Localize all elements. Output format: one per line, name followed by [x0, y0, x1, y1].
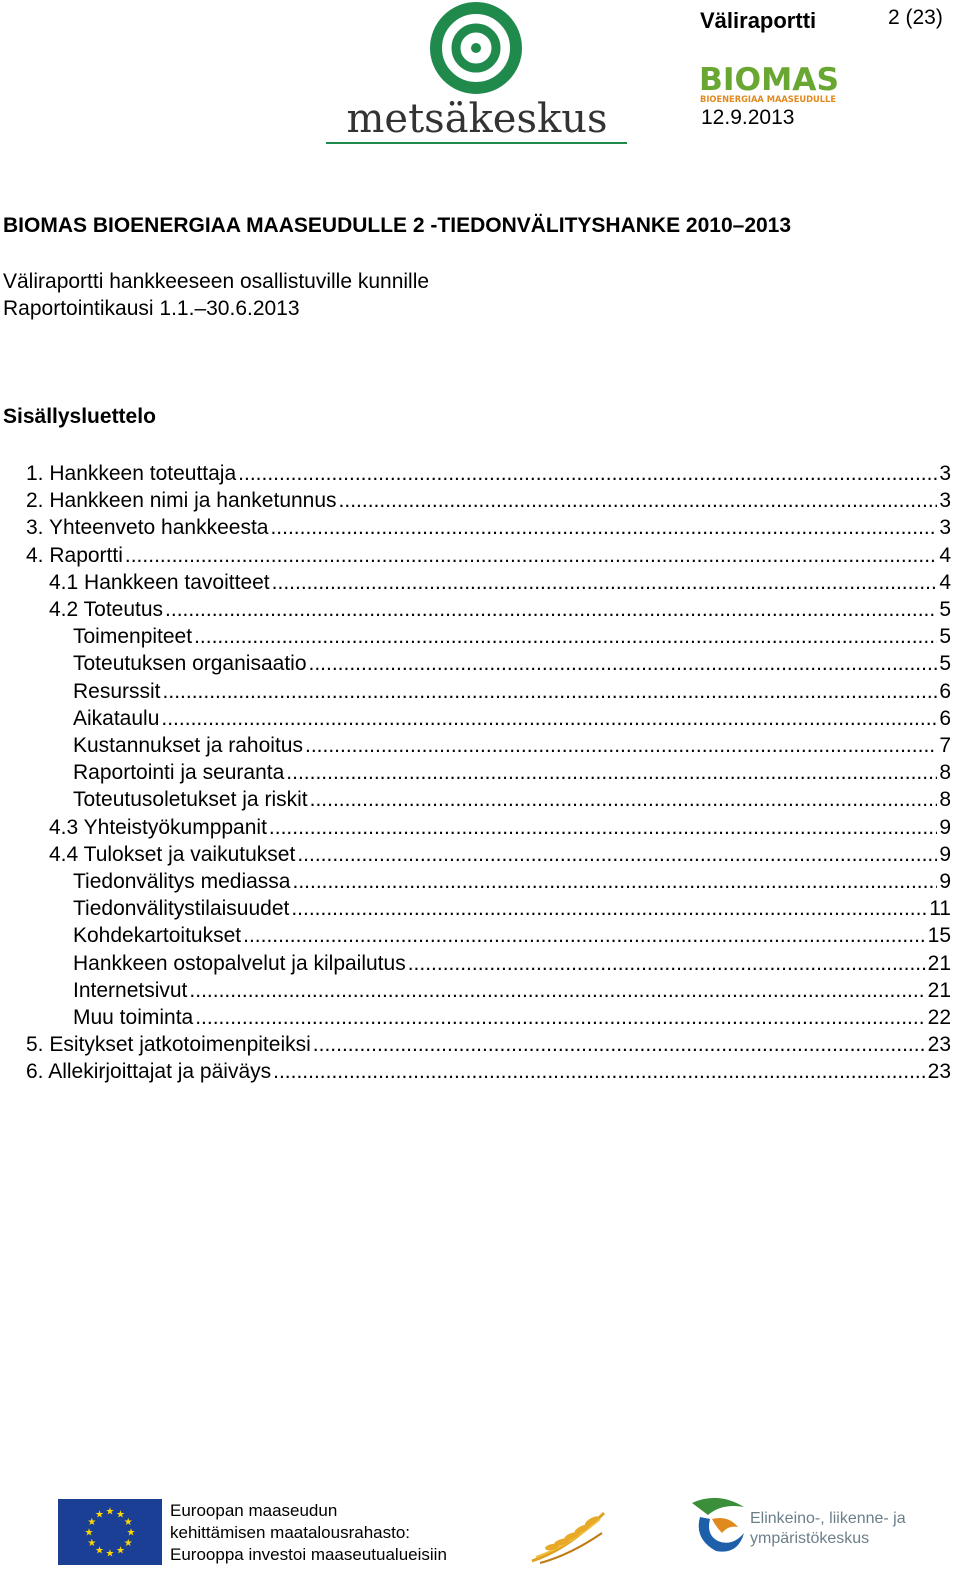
toc-leader-dots — [339, 487, 938, 514]
toc-entry-label: Resurssit — [73, 680, 161, 703]
toc-entry-label: 4.2 Toteutus — [49, 598, 164, 621]
eu-star-icon: ★ — [87, 1538, 97, 1549]
toc-entry-page: 5 — [939, 625, 951, 648]
eu-fund-text — [170, 1500, 447, 1566]
toc-leader-dots — [286, 759, 937, 786]
toc-entry[interactable] — [26, 487, 951, 514]
toc-leader-dots — [291, 895, 927, 922]
toc-entry-label: Tiedonvälitystilaisuudet — [73, 897, 290, 920]
toc-leader-dots — [272, 569, 938, 596]
toc-entry[interactable] — [73, 1004, 951, 1031]
eu-fund-line-3: Eurooppa investoi maaseutualueisiin — [170, 1545, 447, 1564]
toc-entry-page: 9 — [939, 870, 951, 893]
toc-entry[interactable] — [49, 841, 951, 868]
toc-entry[interactable] — [73, 977, 951, 1004]
toc-leader-dots — [194, 623, 937, 650]
toc-leader-dots — [269, 814, 937, 841]
toc-entry-page: 6 — [939, 707, 951, 730]
toc-entry-page: 22 — [927, 1006, 951, 1029]
toc-entry-label: Toteutusoletukset ja riskit — [73, 788, 308, 811]
toc-entry-page: 21 — [927, 952, 951, 975]
toc-entry-label: Aikataulu — [73, 707, 160, 730]
toc-leader-dots — [243, 922, 926, 949]
document-subtitle: Väliraportti hankkeeseen osallistuville kunnille — [3, 270, 430, 293]
header-date: 12.9.2013 — [701, 106, 795, 129]
toc-entry-page: 8 — [939, 761, 951, 784]
toc-leader-dots — [309, 650, 938, 677]
toc-entry[interactable] — [73, 650, 951, 677]
toc-leader-dots — [165, 596, 937, 623]
toc-entry[interactable] — [73, 623, 951, 650]
toc-entry-page: 9 — [939, 816, 951, 839]
toc-entry-page: 9 — [939, 843, 951, 866]
toc-heading: Sisällysluettelo — [3, 405, 156, 428]
toc-entry[interactable] — [73, 950, 951, 977]
toc-entry[interactable] — [49, 569, 951, 596]
toc-entry-page: 23 — [927, 1033, 951, 1056]
toc-entry-label: Toimenpiteet — [73, 625, 193, 648]
toc-leader-dots — [293, 868, 938, 895]
toc-entry[interactable] — [73, 868, 951, 895]
toc-entry-page: 3 — [939, 516, 951, 539]
toc-entry[interactable] — [26, 542, 951, 569]
toc-entry[interactable] — [49, 814, 951, 841]
toc-entry[interactable] — [73, 678, 951, 705]
eu-star-icon: ★ — [95, 1509, 104, 1521]
toc-entry-label: 4.1 Hankkeen tavoitteet — [49, 571, 270, 594]
toc-entry-label: Kustannukset ja rahoitus — [73, 734, 303, 757]
ely-line-1: Elinkeino-, liikenne- ja — [750, 1510, 906, 1527]
toc-leader-dots — [305, 732, 937, 759]
toc-entry-page: 15 — [927, 924, 951, 947]
reporting-period: Raportointikausi 1.1.–30.6.2013 — [3, 297, 300, 320]
ely-line-2: ympäristökeskus — [750, 1530, 870, 1547]
toc-entry-page: 5 — [939, 652, 951, 675]
toc-entry-label: 2. Hankkeen nimi ja hanketunnus — [26, 489, 337, 512]
eu-star-icon: ★ — [116, 1545, 125, 1557]
page-number: 2 (23) — [888, 6, 943, 29]
toc-entry-label: 4.4 Tulokset ja vaikutukset — [49, 843, 296, 866]
toc-leader-dots — [189, 977, 925, 1004]
toc-entry-page: 23 — [927, 1060, 951, 1083]
eu-star-icon: ★ — [95, 1545, 104, 1557]
ely-logo-icon — [688, 1493, 748, 1555]
toc-leader-dots — [238, 460, 937, 487]
eu-star-icon: ★ — [105, 1506, 115, 1518]
toc-leader-dots — [313, 1031, 926, 1058]
document-title: BIOMAS BIOENERGIAA MAASEUDULLE 2 -TIEDONVÄLITYSHANKE 2010–2013 — [3, 214, 792, 237]
toc-entry-label: Internetsivut — [73, 979, 188, 1002]
toc-entry[interactable] — [73, 759, 951, 786]
toc-entry-page: 7 — [939, 734, 951, 757]
eu-star-icon: ★ — [105, 1548, 115, 1560]
toc-leader-dots — [408, 950, 926, 977]
toc-leader-dots — [310, 786, 938, 813]
toc-entry-page: 3 — [939, 462, 951, 485]
wheat-icon — [530, 1505, 606, 1565]
toc-entry-label: 3. Yhteenveto hankkeesta — [26, 516, 269, 539]
toc-leader-dots — [163, 678, 938, 705]
ely-centre-text — [750, 1509, 906, 1549]
toc-entry-label: 4.3 Yhteistyökumppanit — [49, 816, 267, 839]
biomas-logo-subtitle: BIOENERGIAA MAASEUDULLE — [700, 95, 836, 105]
header-doc-type: Väliraportti — [700, 8, 817, 33]
toc-leader-dots — [161, 705, 937, 732]
toc-entry[interactable] — [73, 786, 951, 813]
toc-entry-label: 6. Allekirjoittajat ja päiväys — [26, 1060, 272, 1083]
toc-leader-dots — [270, 514, 937, 541]
toc-entry[interactable] — [26, 1058, 951, 1085]
toc-entry-page: 6 — [939, 680, 951, 703]
biomas-logo-title: BIOMAS — [699, 62, 839, 98]
toc-entry-label: 5. Esitykset jatkotoimenpiteiksi — [26, 1033, 311, 1056]
toc-leader-dots — [125, 542, 937, 569]
toc-entry[interactable] — [73, 732, 951, 759]
toc-leader-dots — [195, 1004, 925, 1031]
eu-fund-line-2: kehittämisen maatalousrahasto: — [170, 1523, 411, 1542]
eu-fund-line-1: Euroopan maaseudun — [170, 1501, 338, 1520]
toc-entry-label: Tiedonvälitys mediassa — [73, 870, 291, 893]
toc-entry[interactable] — [73, 705, 951, 732]
toc-entry-label: Kohdekartoitukset — [73, 924, 242, 947]
toc-leader-dots — [297, 841, 937, 868]
toc-entry-label: Toteutuksen organisaatio — [73, 652, 307, 675]
toc-entry-label: Hankkeen ostopalvelut ja kilpailutus — [73, 952, 406, 975]
eu-star-icon: ★ — [116, 1509, 125, 1521]
toc-entry-page: 4 — [939, 571, 951, 594]
toc-entry-page: 11 — [929, 897, 951, 920]
toc-entry-label: Muu toiminta — [73, 1006, 194, 1029]
toc-entry-page: 5 — [939, 598, 951, 621]
eu-flag-icon — [58, 1499, 162, 1565]
biomas-logo — [697, 62, 842, 106]
eu-star-icon: ★ — [123, 1517, 133, 1528]
toc-entry[interactable] — [26, 1031, 951, 1058]
eu-star-icon: ★ — [123, 1538, 133, 1549]
toc-entry-label: 4. Raportti — [26, 544, 123, 567]
toc-entry-page: 4 — [939, 544, 951, 567]
toc-entry-label: 1. Hankkeen toteuttaja — [26, 462, 237, 485]
toc-entry[interactable] — [26, 460, 951, 487]
metsakeskus-logo-text: metsäkeskus — [346, 96, 608, 142]
toc-entry-page: 21 — [927, 979, 951, 1002]
eu-star-icon: ★ — [87, 1517, 97, 1528]
eu-star-icon: ★ — [84, 1527, 94, 1539]
toc-entry-page: 8 — [939, 788, 951, 811]
toc-entry-page: 3 — [939, 489, 951, 512]
toc-entry[interactable] — [49, 596, 951, 623]
eu-star-icon: ★ — [126, 1527, 136, 1539]
toc-leader-dots — [273, 1058, 926, 1085]
metsakeskus-logo — [322, 2, 632, 148]
toc-entry[interactable] — [73, 895, 951, 922]
toc-entry-label: Raportointi ja seuranta — [73, 761, 285, 784]
toc-entry[interactable] — [26, 514, 951, 541]
toc-entry[interactable] — [73, 922, 951, 949]
